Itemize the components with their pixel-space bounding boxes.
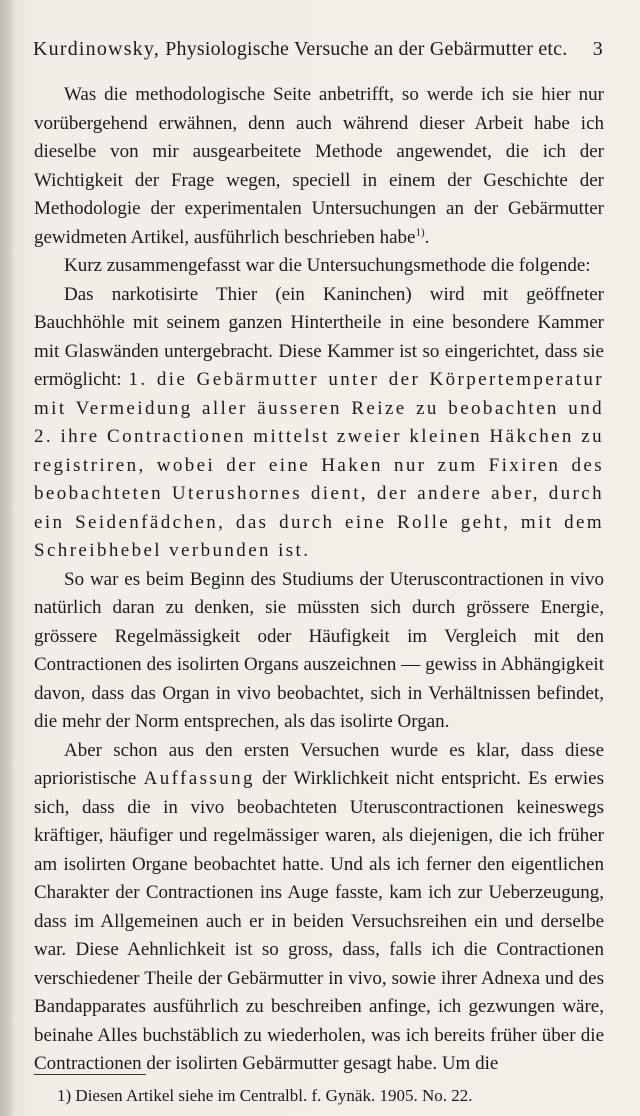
body-text xyxy=(34,81,604,1079)
footnote xyxy=(57,1086,473,1106)
paragraph-2: Kurz zusammengefasst war die Untersuchungsmethode die folgende: xyxy=(64,255,591,276)
paragraph-5-before: Aber schon aus den ersten Versuchen wurde es klar, dass diese aprioristische xyxy=(34,739,604,789)
paragraph-5-after: der Wirklichkeit nicht entspricht. Es erwies sich, dass die in vivo beobachteten Uteruscontractionen keineswegs kräftiger, häufiger und regelmässiger waren, als diejenigen, die ich früher am isolirten Organe beobachtet hatte. Und als ich ferner den eigentlichen Charakter der Contractionen ins Auge fasste, kam ich zur Ueberzeugung, dass im Allgemeinen auch er in beiden Versuchsreihen ein und derselbe war. Diese Aehnlichkeit ist so gross, dass, falls ich die Contractionen verschiedener Theile der Gebärmutter in vivo, sowie ihrer Adnexa und des Bandapparates ausführlich zu beschreiben anfinge, ich gezwungen wäre, beinahe Alles buchstäblich zu wiederholen, was ich bereits früher über die Contractionen der isolirten Gebärmutter gesagt habe. Um die xyxy=(34,768,604,1074)
footnote-text: Diesen Artikel siehe im Centralbl. f. Gynäk. 1905. No. 22. xyxy=(75,1086,473,1105)
footnote-reference: 1) xyxy=(415,226,425,239)
paragraph-1: Was die methodologische Seite anbetrifft, so werde ich sie hier nur vorübergehend erwähnen, denn auch während dieser Arbeit habe ich dieselbe von mir ausgearbeitete Methode angewendet, die ich der Wichtigkeit der Frage wegen, speciell in einem der Geschichte der Methodologie der experimentalen Untersuchungen an der Gebärmutter gewidmeten Artikel, ausführlich beschrieben habe$^{1)}$. xyxy=(34,84,604,248)
paragraph-5-spaced: Auffassung xyxy=(143,768,255,789)
footnote-rule xyxy=(34,1074,146,1075)
paragraph-5 xyxy=(34,737,604,1079)
paragraph-4: So war es beim Beginn des Studiums der Uteruscontractionen in vivo natürlich daran zu denken, sie müssten sich durch grössere Energie, grössere Regelmässigkeit oder Häufigkeit im Vergleich mit den Contractionen des isolirten Organs auszeichnen — gewiss in Abhängigkeit davon, dass das Organ in vivo beobachtet, sich in Verhältnissen befindet, die mehr der Norm entsprechen, als das isolirte Organ. xyxy=(34,568,604,732)
footnote-marker: 1) xyxy=(57,1086,72,1105)
paragraph-1-text: Was die methodologische Seite anbetrifft, so werde ich sie hier nur vorübergehend erwähnen, denn auch während dieser Arbeit habe ich dieselbe von mir ausgearbeitete Methode angewendet, die ich der Wichtigkeit der Frage wegen, speciell in einem der Geschichte der Methodologie der experimentalen Untersuchungen an der Gebärmutter gewidmeten Artikel, ausführlich beschrieben habe xyxy=(34,84,604,248)
header-author: Kurdinowsky, xyxy=(33,38,160,60)
paragraph-3 xyxy=(34,281,604,566)
header-title: Physiologische Versuche an der Gebärmutter etc. xyxy=(165,38,568,60)
paragraph-3-spaced: 1. die Gebärmutter unter der Körpertemperatur mit Vermeidung aller äusseren Reize zu beobachten und 2. ihre Contractionen mittelst zweier kleinen Häkchen zu registriren, wobei der eine Haken nur zum Fixiren des beobachteten Uterushornes dient, der andere aber, durch ein Seidenfädchen, das durch eine Rolle geht, mit dem Schreibhebel verbunden ist. xyxy=(34,369,604,561)
page-gutter xyxy=(0,0,12,1116)
running-header xyxy=(33,38,603,66)
paragraph-3-lead: Das narkotisirte Thier (ein Kaninchen) wird mit geöffneter Bauchhöhle mit seinem ganzen Hintertheile in eine besondere Kammer mit Glaswänden untergebracht. Diese Kammer ist so eingerichtet, dass sie ermöglicht: xyxy=(34,283,604,390)
page-number: 3 xyxy=(592,38,603,60)
